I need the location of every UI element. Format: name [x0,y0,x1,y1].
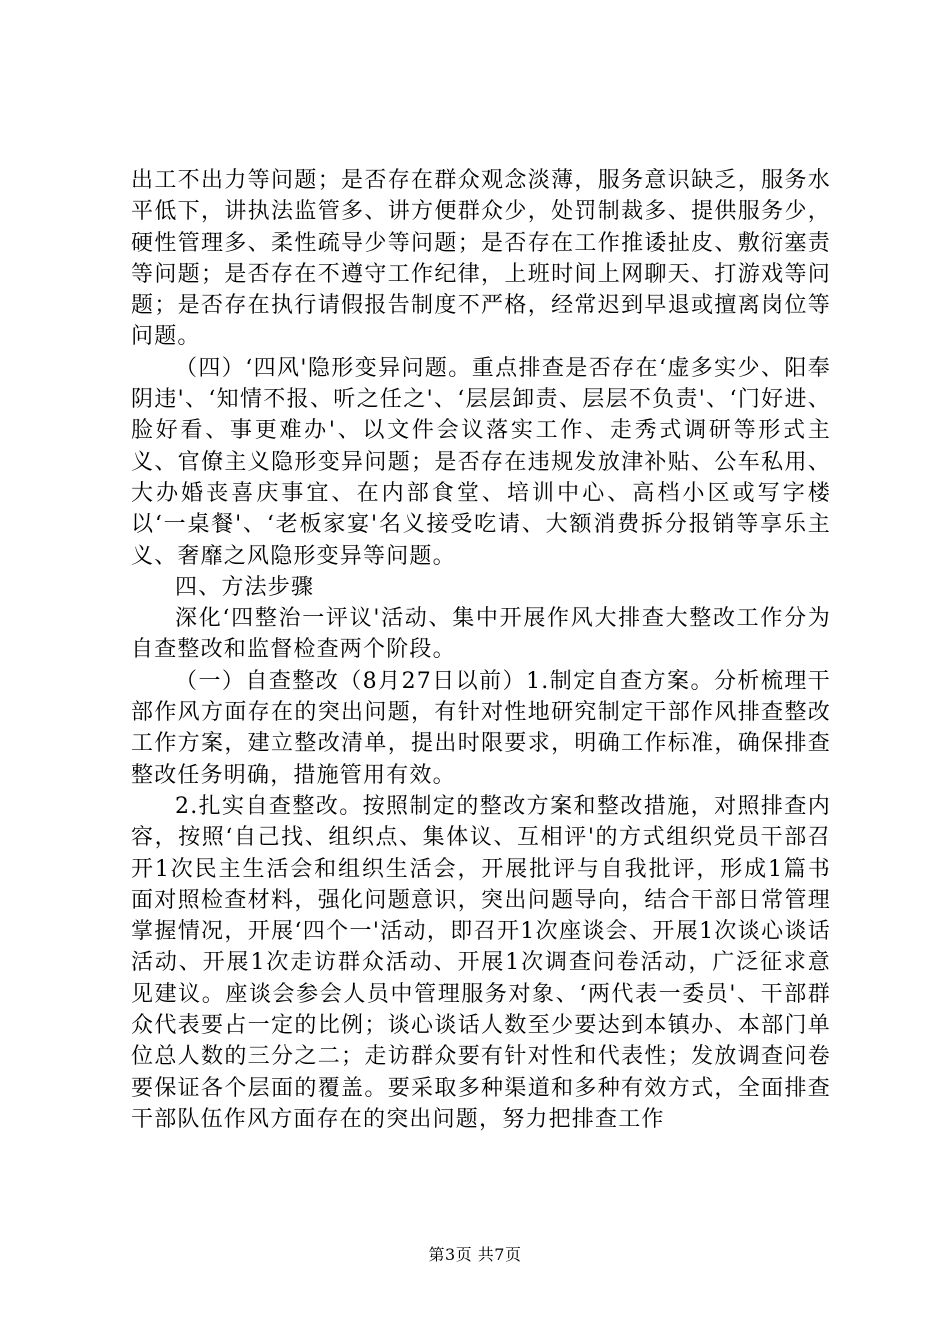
section-heading-methods: 四、方法步骤 [175,574,315,600]
body-text [131,165,831,1135]
paragraph-four-winds: （四）‘四风'隐形变异问题。重点排查是否存在‘虚多实少、阳奉阴违'、‘知情不报、听之任之'、‘层层卸责、层层不负责'、‘门好进、脸好看、事更难办'、以文件会议落实工作、走秀式调研等形式主义、官僚主义隐形变异问题；是否存在违规发放津补贴、公车私用、大办婚丧喜庆事宜、在内部食堂、培训中心、高档小区或写字楼以‘一桌餐'、‘老板家宴'名义接受吃请、大额消费拆分报销等享乐主义、奢靡之风隐形变异等问题。 [131,355,831,569]
paragraph-self-check: （一）自查整改（8月27日以前）1.制定自查方案。分析梳理干部作风方面存在的突出问题，有针对性地研究制定干部作风排查整改工作方案，建立整改清单，提出时限要求，明确工作标准，确保排查整改任务明确，措施管用有效。 [131,668,831,788]
page-footer: 第3页 共7页 [428,1245,522,1264]
paragraph-stages: 深化‘四整治一评议'活动、集中开展作风大排查大整改工作分为自查整改和监督检查两个阶段。 [131,606,831,663]
paragraph-continuation: 出工不出力等问题；是否存在群众观念淡薄，服务意识缺乏，服务水平低下，讲执法监管多、讲方便群众少，处罚制裁多、提供服务少，硬性管理多、柔性疏导少等问题；是否存在工作推诿扯皮、敷衍塞责等问题；是否存在不遵守工作纪律，上班时间上网聊天、打游戏等问题；是否存在执行请假报告制度不严格，经常迟到早退或擅离岗位等问题。 [131,168,831,350]
paragraph-rectification: 2.扎实自查整改。按照制定的整改方案和整改措施，对照排查内容，按照‘自己找、组织点、集体议、互相评'的方式组织党员干部召开1次民主生活会和组织生活会，开展批评与自我批评，形成1篇书面对照检查材料，强化问题意识，突出问题导向，结合干部日常管理掌握情况，开展‘四个一'活动，即召开1次座谈会、开展1次谈心谈话活动、开展1次走访群众活动、开展1次调查问卷活动，广泛征求意见建议。座谈会参会人员中管理服务对象、‘两代表一委员'、干部群众代表要占一定的比例；谈心谈话人数至少要达到本镇办、本部门单位总人数的三分之二；走访群众要有针对性和代表性；发放调查问卷要保证各个层面的覆盖。要采取多种渠道和多种有效方式，全面排查干部队伍作风方面存在的突出问题，努力把排查工作 [131,793,831,1132]
